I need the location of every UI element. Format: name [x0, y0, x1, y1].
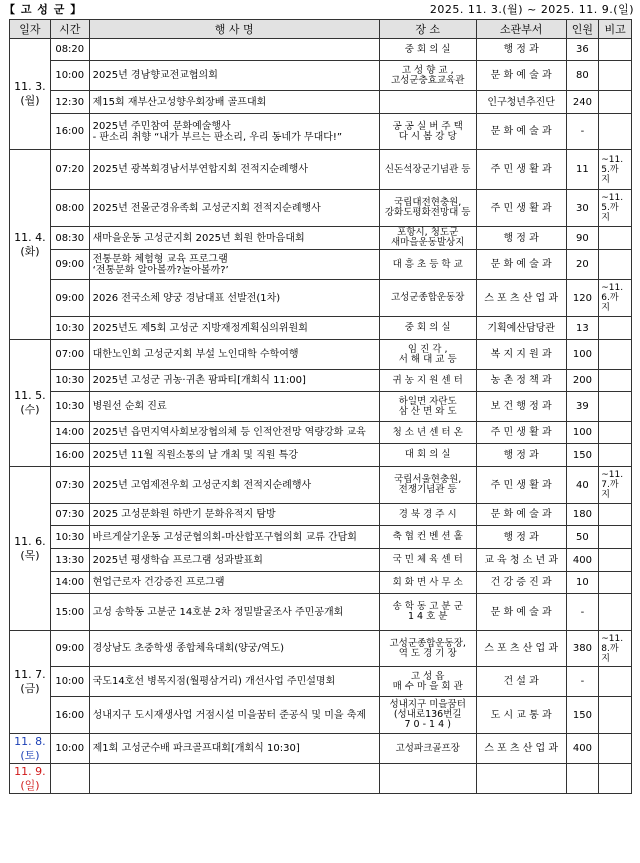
place-cell: 고 성 읍 매 수 마 을 회 관 — [379, 667, 476, 697]
table-row — [10, 631, 632, 667]
note-cell — [599, 114, 632, 150]
count-cell: 100 — [566, 422, 599, 444]
schedule-body — [10, 39, 632, 794]
note-cell — [599, 227, 632, 250]
col-place-header: 장 소 — [379, 20, 476, 39]
time-cell: 09:00 — [50, 280, 89, 317]
event-cell — [89, 764, 379, 794]
place-cell: 임 진 각 , 서 해 대 교 등 — [379, 340, 476, 370]
note-cell: ~11. 7.까 지 — [599, 467, 632, 504]
time-cell: 16:00 — [50, 114, 89, 150]
time-cell: 07:00 — [50, 340, 89, 370]
event-cell: 국도14호선 병목지점(월평삼거리) 개선사업 주민설명회 — [89, 667, 379, 697]
dept-cell: 행 정 과 — [476, 526, 566, 549]
dept-cell: 건 강 증 진 과 — [476, 572, 566, 594]
count-cell: 40 — [566, 467, 599, 504]
dept-cell: 문 화 예 술 과 — [476, 594, 566, 631]
event-cell: 전통문화 체험형 교육 프로그램 ‘전통문화 알아볼까?놀아볼까?’ — [89, 250, 379, 280]
table-row — [10, 317, 632, 340]
note-cell — [599, 572, 632, 594]
place-cell: 국립대전현충원, 강화도평화전망대 등 — [379, 190, 476, 227]
dept-cell: 행 정 과 — [476, 39, 566, 61]
count-cell: 180 — [566, 504, 599, 526]
table-row — [10, 734, 632, 764]
note-cell — [599, 39, 632, 61]
time-cell: 10:30 — [50, 526, 89, 549]
event-cell: 새마을운동 고성군지회 2025년 회원 한마음대회 — [89, 227, 379, 250]
note-cell: ~11. 6.까 지 — [599, 280, 632, 317]
event-cell: 2026 전국소체 양궁 경남대표 선발전(1차) — [89, 280, 379, 317]
dept-cell: 복 지 지 원 과 — [476, 340, 566, 370]
note-cell — [599, 444, 632, 467]
place-cell: 귀 농 지 원 센 터 — [379, 370, 476, 392]
event-cell: 바르게살기운동 고성군협의회-마산합포구협의회 교류 간담회 — [89, 526, 379, 549]
time-cell: 10:30 — [50, 370, 89, 392]
dept-cell: 인구청년추진단 — [476, 91, 566, 114]
table-row — [10, 392, 632, 422]
event-cell: 경상남도 초중학생 종합체육대회(양궁/역도) — [89, 631, 379, 667]
table-row — [10, 697, 632, 734]
place-cell: 고 성 향 교 , 고성군충효교육관 — [379, 61, 476, 91]
count-cell: - — [566, 114, 599, 150]
date-range: 2025. 11. 3.(월) ~ 2025. 11. 9.(일) — [429, 3, 634, 16]
place-cell: 신돈석장군기념관 등 — [379, 150, 476, 190]
count-cell: 240 — [566, 91, 599, 114]
event-cell: 2025년 11월 직원소통의 날 개최 및 직원 특강 — [89, 444, 379, 467]
time-cell: 10:00 — [50, 61, 89, 91]
place-cell: 하일면 자란도 삼 산 면 와 도 — [379, 392, 476, 422]
dept-cell: 스 포 츠 산 업 과 — [476, 280, 566, 317]
note-cell — [599, 504, 632, 526]
table-row — [10, 572, 632, 594]
table-row — [10, 444, 632, 467]
place-cell: 고성파크골프장 — [379, 734, 476, 764]
table-row — [10, 61, 632, 91]
table-row — [10, 526, 632, 549]
event-cell: 성내지구 도시재생사업 거점시설 미을꿈터 준공식 및 미을 축제 — [89, 697, 379, 734]
place-cell: 대 회 의 실 — [379, 444, 476, 467]
place-cell: 성내지구 미을꿈터 (성내로136번길 7 0 - 1 4 ) — [379, 697, 476, 734]
time-cell: 13:30 — [50, 549, 89, 572]
time-cell: 10:30 — [50, 392, 89, 422]
count-cell: 39 — [566, 392, 599, 422]
col-dept-header: 소관부서 — [476, 20, 566, 39]
event-cell: 2025년 전몰군경유족회 고성군지회 전적지순례행사 — [89, 190, 379, 227]
count-cell: 400 — [566, 734, 599, 764]
note-cell — [599, 734, 632, 764]
dept-cell — [476, 764, 566, 794]
event-cell: 2025년 경남향교전교협의회 — [89, 61, 379, 91]
event-cell: 2025년 광복회경남서부연합지회 전적지순례행사 — [89, 150, 379, 190]
place-cell: 고성군종합운동장 — [379, 280, 476, 317]
place-cell: 송 학 동 고 분 군 1 4 호 분 — [379, 594, 476, 631]
dept-cell: 문 화 예 술 과 — [476, 114, 566, 150]
dept-cell: 주 민 생 활 과 — [476, 467, 566, 504]
place-cell: 국 민 체 육 센 터 — [379, 549, 476, 572]
time-cell: 14:00 — [50, 422, 89, 444]
count-cell: 90 — [566, 227, 599, 250]
time-cell: 07:30 — [50, 467, 89, 504]
count-cell: 36 — [566, 39, 599, 61]
col-count-header: 인원 — [566, 20, 599, 39]
table-row — [10, 594, 632, 631]
col-event-header: 행 사 명 — [89, 20, 379, 39]
time-cell: 08:20 — [50, 39, 89, 61]
place-cell: 청 소 년 센 터 온 — [379, 422, 476, 444]
table-row — [10, 39, 632, 61]
count-cell: 10 — [566, 572, 599, 594]
event-cell — [89, 39, 379, 61]
place-cell: 축 협 컨 벤 션 홀 — [379, 526, 476, 549]
table-row — [10, 150, 632, 190]
time-cell: 07:20 — [50, 150, 89, 190]
note-cell — [599, 697, 632, 734]
time-cell: 09:00 — [50, 250, 89, 280]
note-cell — [599, 340, 632, 370]
note-cell — [599, 370, 632, 392]
dept-cell: 주 민 생 활 과 — [476, 150, 566, 190]
place-cell: 대 흥 초 등 학 교 — [379, 250, 476, 280]
time-cell — [50, 764, 89, 794]
note-cell: ~11. 5.까 지 — [599, 150, 632, 190]
note-cell — [599, 526, 632, 549]
dept-cell: 주 민 생 활 과 — [476, 190, 566, 227]
time-cell: 07:30 — [50, 504, 89, 526]
date-cell: 11. 9. (일) — [10, 764, 51, 794]
time-cell: 08:30 — [50, 227, 89, 250]
table-row — [10, 114, 632, 150]
time-cell: 14:00 — [50, 572, 89, 594]
count-cell: 20 — [566, 250, 599, 280]
note-cell — [599, 392, 632, 422]
time-cell: 15:00 — [50, 594, 89, 631]
count-cell: 380 — [566, 631, 599, 667]
time-cell: 08:00 — [50, 190, 89, 227]
event-cell: 2025년 고엽제전우회 고성군지회 전적지순례행사 — [89, 467, 379, 504]
dept-cell: 행 정 과 — [476, 444, 566, 467]
time-cell: 16:00 — [50, 444, 89, 467]
table-row — [10, 467, 632, 504]
count-cell: 50 — [566, 526, 599, 549]
event-cell: 2025년 주민참여 문화예술행사 - 판소리 취향 “내가 부르는 판소리, 우리 동네가 무대다!” — [89, 114, 379, 150]
note-cell: ~11. 5.까 지 — [599, 190, 632, 227]
time-cell: 16:00 — [50, 697, 89, 734]
table-row — [10, 549, 632, 572]
table-row — [10, 504, 632, 526]
event-cell: 2025년도 제5회 고성군 지방재정계획심의위원회 — [89, 317, 379, 340]
count-cell: 400 — [566, 549, 599, 572]
note-cell — [599, 594, 632, 631]
event-cell: 대한노인회 고성군지회 부설 노인대학 수학여행 — [89, 340, 379, 370]
event-cell: 고성 송학동 고분군 14호분 2차 정밀발굴조사 주민공개회 — [89, 594, 379, 631]
dept-cell: 행 정 과 — [476, 227, 566, 250]
date-cell: 11. 5. (수) — [10, 340, 51, 467]
dept-cell: 교 육 청 소 년 과 — [476, 549, 566, 572]
col-date-header: 일자 — [10, 20, 51, 39]
date-cell: 11. 7. (금) — [10, 631, 51, 734]
event-cell: 제1회 고성군수배 파크골프대회[개회식 10:30] — [89, 734, 379, 764]
dept-cell: 보 건 행 정 과 — [476, 392, 566, 422]
col-note-header: 비고 — [599, 20, 632, 39]
count-cell: - — [566, 594, 599, 631]
dept-cell: 스 포 츠 산 업 과 — [476, 734, 566, 764]
col-time-header: 시간 — [50, 20, 89, 39]
count-cell: 11 — [566, 150, 599, 190]
dept-cell: 문 화 예 술 과 — [476, 61, 566, 91]
count-cell — [566, 764, 599, 794]
event-cell: 2025년 고성군 귀농·귀촌 팜파티[개회식 11:00] — [89, 370, 379, 392]
dept-cell: 문 화 예 술 과 — [476, 250, 566, 280]
count-cell: 150 — [566, 697, 599, 734]
count-cell: 120 — [566, 280, 599, 317]
note-cell — [599, 422, 632, 444]
event-cell: 현업근로자 건강증진 프로그램 — [89, 572, 379, 594]
date-cell: 11. 8. (토) — [10, 734, 51, 764]
event-cell: 병원선 순회 진료 — [89, 392, 379, 422]
dept-cell: 주 민 생 활 과 — [476, 422, 566, 444]
table-row — [10, 340, 632, 370]
place-cell: 고성군종합운동장, 역 도 경 기 장 — [379, 631, 476, 667]
table-row — [10, 667, 632, 697]
dept-cell: 기획예산담당관 — [476, 317, 566, 340]
time-cell: 10:00 — [50, 734, 89, 764]
count-cell: 13 — [566, 317, 599, 340]
place-cell — [379, 91, 476, 114]
table-row — [10, 280, 632, 317]
table-row — [10, 227, 632, 250]
table-row — [10, 250, 632, 280]
note-cell — [599, 61, 632, 91]
time-cell: 12:30 — [50, 91, 89, 114]
note-cell — [599, 91, 632, 114]
dept-cell: 도 시 교 통 과 — [476, 697, 566, 734]
event-cell: 2025년 평생학습 프로그램 성과발표회 — [89, 549, 379, 572]
place-cell: 회 화 면 사 무 소 — [379, 572, 476, 594]
note-cell — [599, 317, 632, 340]
note-cell: ~11. 8.까 지 — [599, 631, 632, 667]
place-cell — [379, 764, 476, 794]
time-cell: 10:30 — [50, 317, 89, 340]
table-row — [10, 370, 632, 392]
table-row — [10, 764, 632, 794]
count-cell: 200 — [566, 370, 599, 392]
dept-cell: 농 촌 정 책 과 — [476, 370, 566, 392]
count-cell: 80 — [566, 61, 599, 91]
count-cell: 30 — [566, 190, 599, 227]
event-cell: 제15회 재부산고성향우회장배 골프대회 — [89, 91, 379, 114]
table-row — [10, 190, 632, 227]
time-cell: 09:00 — [50, 631, 89, 667]
date-cell: 11. 3. (월) — [10, 39, 51, 150]
page-header — [0, 0, 640, 18]
count-cell: - — [566, 667, 599, 697]
dept-cell: 문 화 예 술 과 — [476, 504, 566, 526]
header-row — [10, 20, 632, 39]
event-cell: 2025 고성문화원 하반기 문화유적지 탐방 — [89, 504, 379, 526]
date-cell: 11. 6. (목) — [10, 467, 51, 631]
table-row — [10, 422, 632, 444]
schedule-table — [9, 19, 632, 794]
place-cell: 공 공 실 버 주 택 다 시 봄 강 당 — [379, 114, 476, 150]
place-cell: 중 회 의 실 — [379, 317, 476, 340]
place-cell: 중 회 의 실 — [379, 39, 476, 61]
table-row — [10, 91, 632, 114]
place-cell: 국립서울현충원, 전쟁기념관 등 — [379, 467, 476, 504]
date-cell: 11. 4. (화) — [10, 150, 51, 340]
note-cell — [599, 667, 632, 697]
time-cell: 10:00 — [50, 667, 89, 697]
count-cell: 100 — [566, 340, 599, 370]
dept-cell: 스 포 츠 산 업 과 — [476, 631, 566, 667]
org-title: 【 고 성 군 】 — [4, 3, 83, 16]
place-cell: 경 북 경 주 시 — [379, 504, 476, 526]
event-cell: 2025년 읍면지역사회보장협의체 등 인적안전망 역량강화 교육 — [89, 422, 379, 444]
note-cell — [599, 549, 632, 572]
note-cell — [599, 250, 632, 280]
place-cell: 포항시, 청도군 새마을운동발상지 — [379, 227, 476, 250]
note-cell — [599, 764, 632, 794]
dept-cell: 건 설 과 — [476, 667, 566, 697]
count-cell: 150 — [566, 444, 599, 467]
